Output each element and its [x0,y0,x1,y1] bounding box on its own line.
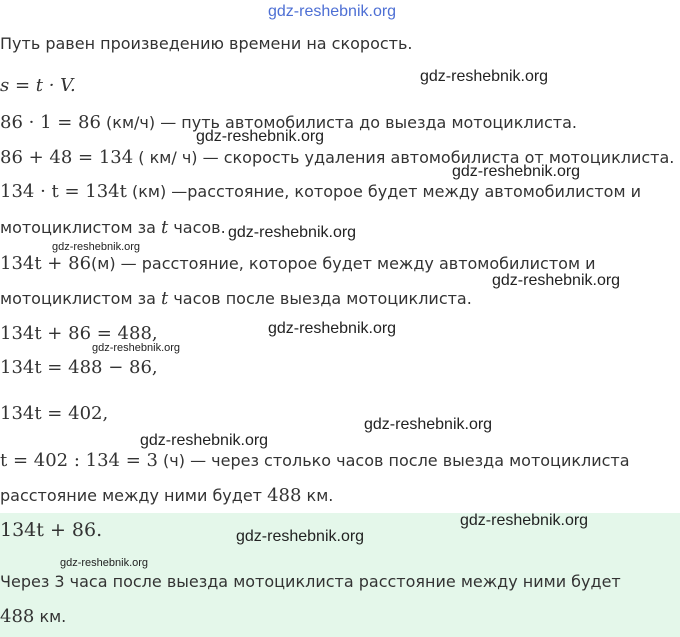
math-expression: 86 + 48 = 134 [0,147,134,168]
watermark: gdz-reshebnik.org [236,528,365,545]
watermark: gdz-reshebnik.org [196,128,325,145]
equation-3: 134t = 402, [0,403,109,424]
answer-unit: км. [34,607,67,626]
answer-value: 488 [0,606,35,627]
line-text: мотоциклистом за [0,218,162,237]
line-text: часов после выезда мотоциклиста. [168,289,472,308]
solution-line-3 [0,182,641,202]
line-text: (км/ч) — путь автомобилиста до выезда мотоциклиста. [100,113,577,132]
equation-1: 134t + 86 = 488, [0,323,158,344]
line-text: ( км/ ч) — скорость удаления автомобилиста от мотоциклиста. [133,148,675,167]
watermark: gdz-reshebnik.org [420,68,549,85]
equation-2: 134t = 488 − 86, [0,357,158,378]
watermark: gdz-reshebnik.org [140,432,269,449]
watermark: gdz-reshebnik.org [268,320,397,337]
math-expression: 134 · t = 134t [0,181,127,202]
line-text: (ч) — через столько часов после выезда мотоциклиста [157,451,630,470]
solution-line-5 [0,254,596,274]
watermark: gdz-reshebnik.org [452,163,581,180]
solution-line-4 [0,218,226,238]
math-variable: t [161,217,169,238]
answer-expression: 134t + 86. [0,519,103,541]
watermark: gdz-reshebnik.org [268,3,397,20]
line-text: часов. [168,218,226,237]
line-text: (км) —расстояние, которое будет между автомобилистом и [126,182,642,201]
formula: s = t · V. [0,75,76,96]
math-variable: t [161,288,169,309]
answer-value-line [0,607,66,627]
watermark: gdz-reshebnik.org [60,557,149,569]
watermark: gdz-reshebnik.org [52,241,141,253]
watermark: gdz-reshebnik.org [364,416,493,433]
line-text: расстояние между ними будет [0,486,268,505]
watermark: gdz-reshebnik.org [492,272,621,289]
solution-line-6 [0,289,472,309]
solution-line-7 [0,486,333,506]
watermark: gdz-reshebnik.org [92,342,181,354]
math-expression: 86 · 1 = 86 [0,112,101,133]
watermark: gdz-reshebnik.org [228,224,357,241]
intro-text: Путь равен произведению времени на скорость. [0,34,413,53]
math-expression: t = 402 : 134 = 3 [0,450,158,471]
math-expression: 488 [267,485,302,506]
line-text: (м) — расстояние, которое будет между автомобилистом и [91,254,596,273]
math-expression: 134t + 86 [0,253,92,274]
answer-text: Через 3 часа после выезда мотоциклиста расстояние между ними будет [0,572,621,591]
equation-4 [0,451,630,471]
line-text: мотоциклистом за [0,289,162,308]
line-text: км. [301,486,334,505]
watermark: gdz-reshebnik.org [460,512,589,529]
